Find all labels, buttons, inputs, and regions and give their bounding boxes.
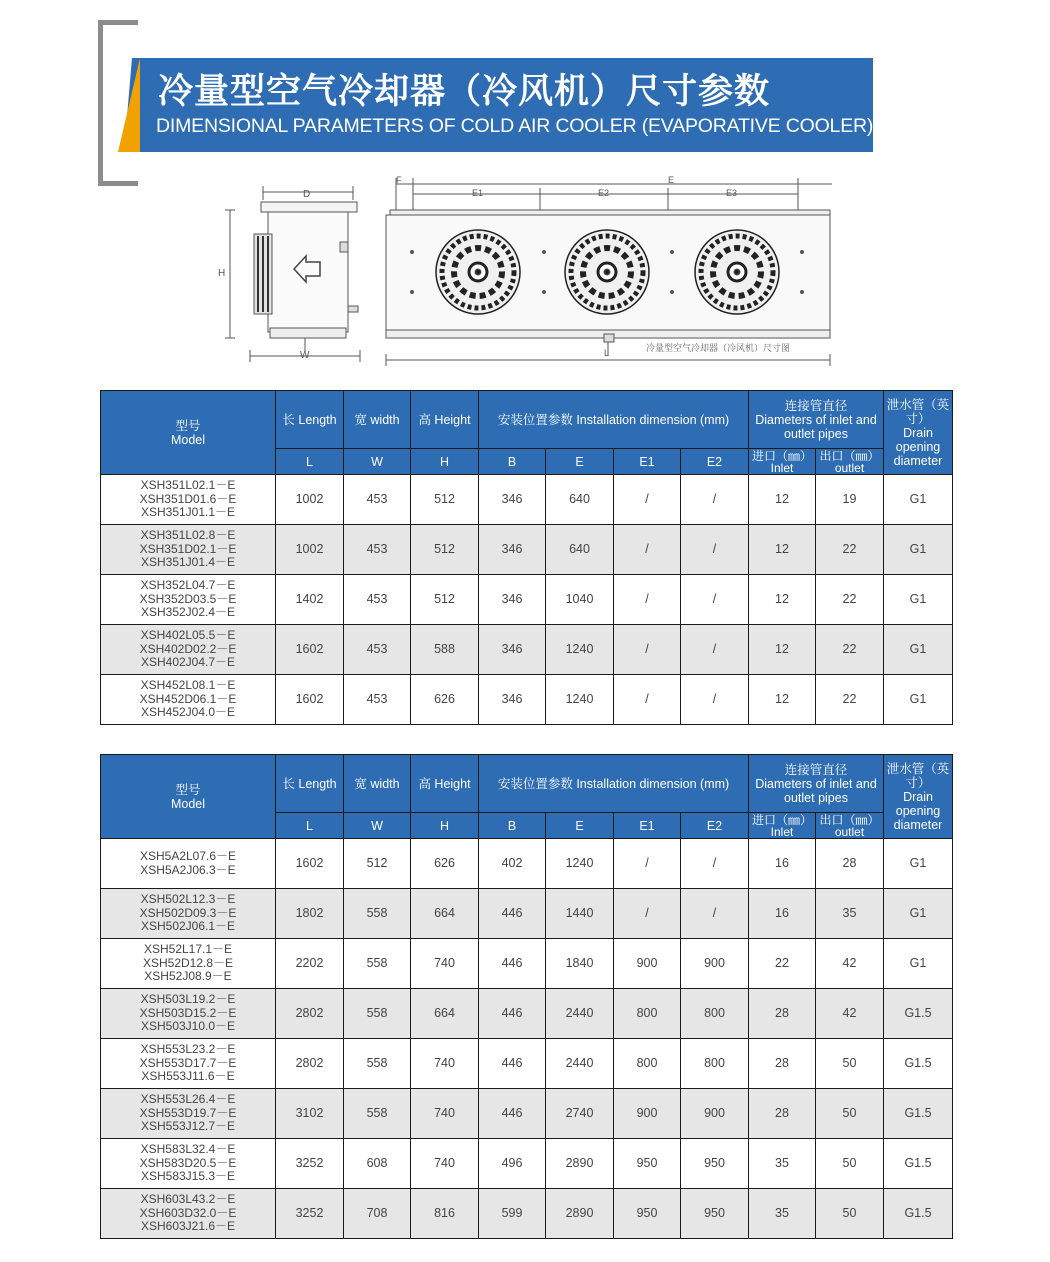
header-model: 型号 Model — [101, 755, 276, 839]
header-H: H — [411, 813, 479, 839]
cell-inlet: 12 — [749, 525, 816, 575]
header-E1: E1 — [614, 449, 681, 475]
model-name: XSH583D20.5－E — [139, 1155, 237, 1170]
fan-2 — [565, 230, 649, 314]
table-row — [101, 675, 953, 725]
model-name: XSH452L08.1－E — [140, 678, 236, 693]
cell-e1: / — [614, 475, 681, 525]
model-name: XSH502L12.3－E — [140, 892, 236, 907]
cell-e: 2890 — [546, 1189, 614, 1239]
cell-w: 558 — [344, 1039, 411, 1089]
cell-inlet: 28 — [749, 989, 816, 1039]
cell-e: 2440 — [546, 989, 614, 1039]
cell-w: 453 — [344, 525, 411, 575]
cell-e2: 900 — [681, 1089, 749, 1139]
cell-l: 2802 — [276, 1039, 344, 1089]
cell-l: 2202 — [276, 939, 344, 989]
model-name: XSH553J11.6－E — [141, 1069, 235, 1084]
fan-3 — [695, 230, 779, 314]
cell-l: 1602 — [276, 839, 344, 889]
header-E1: E1 — [614, 813, 681, 839]
cell-e2: / — [681, 839, 749, 889]
model-name: XSH452D06.1－E — [139, 691, 237, 706]
cell-w: 558 — [344, 989, 411, 1039]
header-E2: E2 — [681, 813, 749, 839]
cell-e: 1840 — [546, 939, 614, 989]
cell-drain: G1.5 — [884, 1089, 953, 1139]
header-height: 高 Height — [411, 755, 479, 813]
cell-e2: 950 — [681, 1139, 749, 1189]
table-row — [101, 1139, 953, 1189]
cell-l: 3102 — [276, 1089, 344, 1139]
cell-e: 2440 — [546, 1039, 614, 1089]
cell-inlet: 12 — [749, 625, 816, 675]
cell-h: 740 — [411, 1039, 479, 1089]
model-name: XSH553J12.7－E — [140, 1119, 236, 1134]
cell-e: 1240 — [546, 625, 614, 675]
cell-h: 588 — [411, 625, 479, 675]
header-L: L — [276, 449, 344, 475]
cell-outlet: 50 — [816, 1039, 884, 1089]
cell-drain: G1.5 — [884, 1139, 953, 1189]
model-name: XSH352D03.5－E — [139, 591, 237, 606]
header-pipes: 连接管直径 Diameters of inlet and outlet pipes — [749, 755, 884, 813]
header-model: 型号 Model — [101, 391, 276, 475]
cell-inlet: 16 — [749, 839, 816, 889]
table-row — [101, 889, 953, 939]
model-name: XSH503L19.2－E — [140, 992, 236, 1007]
front-view — [386, 175, 832, 366]
table-row — [101, 1039, 953, 1089]
cell-h: 512 — [411, 575, 479, 625]
table-row — [101, 1089, 953, 1139]
cell-e1: 900 — [614, 939, 681, 989]
cell-l: 3252 — [276, 1189, 344, 1239]
header-W: W — [344, 449, 411, 475]
cell-l: 1002 — [276, 525, 344, 575]
cell-l: 1602 — [276, 625, 344, 675]
page-title-cn: 冷量型空气冷却器（冷风机）尺寸参数 — [158, 72, 771, 112]
model-cell — [101, 939, 276, 989]
cell-l: 3252 — [276, 1139, 344, 1189]
page-title-en: DIMENSIONAL PARAMETERS OF COLD AIR COOLER (EVAPORATIVE COOLER) — [156, 115, 874, 137]
spec-table-2 — [100, 754, 953, 1239]
cell-inlet: 12 — [749, 675, 816, 725]
cell-drain: G1 — [884, 625, 953, 675]
cell-b: 346 — [479, 475, 546, 525]
cell-b: 346 — [479, 575, 546, 625]
cell-l: 1602 — [276, 675, 344, 725]
header-install: 安装位置参数 Installation dimension (mm) — [479, 391, 749, 449]
cell-outlet: 42 — [816, 939, 884, 989]
table-2-body — [101, 839, 953, 1239]
model-name: XSH352L04.7－E — [140, 578, 236, 593]
cell-inlet: 35 — [749, 1189, 816, 1239]
model-name: XSH402D02.2－E — [139, 641, 237, 656]
label-D: D — [303, 189, 311, 200]
model-cell — [101, 839, 276, 889]
cell-h: 664 — [411, 889, 479, 939]
cell-h: 512 — [411, 475, 479, 525]
cell-e: 640 — [546, 525, 614, 575]
model-name: XSH583L32.4－E — [140, 1142, 236, 1157]
cell-outlet: 22 — [816, 625, 884, 675]
cell-drain: G1.5 — [884, 989, 953, 1039]
cell-h: 740 — [411, 1089, 479, 1139]
label-E1: E1 — [472, 188, 484, 198]
cell-outlet: 50 — [816, 1089, 884, 1139]
cell-e: 1240 — [546, 675, 614, 725]
cell-b: 496 — [479, 1139, 546, 1189]
header-length: 长 Length — [276, 755, 344, 813]
cell-outlet: 19 — [816, 475, 884, 525]
header-W: W — [344, 813, 411, 839]
cell-outlet: 50 — [816, 1189, 884, 1239]
label-E2: E2 — [598, 188, 610, 198]
cell-drain: G1 — [884, 939, 953, 989]
label-E: E — [668, 175, 675, 185]
model-cell — [101, 1089, 276, 1139]
cell-l: 1402 — [276, 575, 344, 625]
cell-outlet: 22 — [816, 575, 884, 625]
cell-w: 453 — [344, 625, 411, 675]
model-name: XSH503J10.0－E — [140, 1019, 236, 1034]
table-1-body — [101, 475, 953, 725]
model-name: XSH603J21.6－E — [140, 1219, 236, 1234]
model-name: XSH603D32.0－E — [139, 1205, 237, 1220]
model-name: XSH583J15.3－E — [140, 1169, 236, 1184]
table-row — [101, 839, 953, 889]
cell-h: 626 — [411, 675, 479, 725]
model-name: XSH503D15.2－E — [139, 1005, 237, 1020]
cell-l: 1802 — [276, 889, 344, 939]
cell-e: 2890 — [546, 1139, 614, 1189]
cell-e: 1240 — [546, 839, 614, 889]
table-row — [101, 625, 953, 675]
label-W: W — [300, 350, 310, 361]
cell-inlet: 28 — [749, 1089, 816, 1139]
model-name: XSH553L26.4－E — [140, 1092, 236, 1107]
cell-outlet: 22 — [816, 675, 884, 725]
table-row — [101, 989, 953, 1039]
header-drain: 泄水管（英寸） Drain opening diameter — [884, 755, 953, 839]
header-height: 高 Height — [411, 391, 479, 449]
label-H: H — [218, 268, 226, 279]
cell-e1: / — [614, 525, 681, 575]
cell-b: 599 — [479, 1189, 546, 1239]
header-H: H — [411, 449, 479, 475]
model-cell — [101, 525, 276, 575]
cell-h: 512 — [411, 525, 479, 575]
header-install: 安装位置参数 Installation dimension (mm) — [479, 755, 749, 813]
model-name: XSH352J02.4－E — [140, 605, 236, 620]
cell-e1: / — [614, 839, 681, 889]
model-name: XSH5A2L07.6－E — [139, 849, 237, 863]
header-B: B — [479, 813, 546, 839]
model-name: XSH351L02.8－E — [140, 528, 236, 543]
cell-e1: / — [614, 575, 681, 625]
cell-h: 816 — [411, 1189, 479, 1239]
model-name: XSH502D09.3－E — [139, 905, 237, 920]
cell-drain: G1 — [884, 675, 953, 725]
cell-b: 402 — [479, 839, 546, 889]
side-view — [218, 186, 360, 362]
model-name: XSH452J04.0－E — [140, 705, 236, 720]
cell-e1: 950 — [614, 1139, 681, 1189]
cell-b: 346 — [479, 525, 546, 575]
cell-e: 640 — [546, 475, 614, 525]
model-cell — [101, 889, 276, 939]
cell-w: 453 — [344, 575, 411, 625]
cell-inlet: 35 — [749, 1139, 816, 1189]
cell-inlet: 12 — [749, 475, 816, 525]
label-E3: E3 — [726, 188, 738, 198]
cell-l: 1002 — [276, 475, 344, 525]
cell-outlet: 22 — [816, 525, 884, 575]
header-outlet: 出口（㎜） outlet — [816, 449, 884, 475]
model-cell — [101, 675, 276, 725]
cell-e2: / — [681, 575, 749, 625]
cell-b: 446 — [479, 939, 546, 989]
cell-e2: 800 — [681, 1039, 749, 1089]
table-row — [101, 525, 953, 575]
cell-w: 708 — [344, 1189, 411, 1239]
model-name: XSH402L05.5－E — [140, 628, 236, 643]
cell-l: 2802 — [276, 989, 344, 1039]
cell-w: 558 — [344, 939, 411, 989]
model-name: XSH502J06.1－E — [140, 919, 236, 934]
cell-drain: G1 — [884, 525, 953, 575]
cell-e1: / — [614, 675, 681, 725]
model-cell — [101, 475, 276, 525]
fan-1 — [436, 230, 520, 314]
cell-e1: 950 — [614, 1189, 681, 1239]
header-B: B — [479, 449, 546, 475]
cell-drain: G1 — [884, 575, 953, 625]
cell-e2: / — [681, 675, 749, 725]
cell-e1: 800 — [614, 1039, 681, 1089]
cell-e2: / — [681, 525, 749, 575]
header-L: L — [276, 813, 344, 839]
model-cell — [101, 575, 276, 625]
model-name: XSH52D12.8－E — [142, 955, 234, 970]
header-inlet: 进口（㎜） Inlet — [749, 449, 816, 475]
model-cell — [101, 1139, 276, 1189]
model-name: XSH351D01.6－E — [139, 491, 237, 506]
cell-e1: / — [614, 889, 681, 939]
cell-drain: G1 — [884, 839, 953, 889]
model-name: XSH351J01.1－E — [140, 505, 236, 520]
cell-w: 453 — [344, 675, 411, 725]
cell-inlet: 12 — [749, 575, 816, 625]
model-name: XSH402J04.7－E — [140, 655, 236, 670]
table-row — [101, 939, 953, 989]
cell-inlet: 16 — [749, 889, 816, 939]
cell-outlet: 28 — [816, 839, 884, 889]
header-width: 宽 width — [344, 755, 411, 813]
cell-b: 346 — [479, 675, 546, 725]
cell-e1: 900 — [614, 1089, 681, 1139]
label-F: F — [396, 175, 402, 185]
cell-w: 558 — [344, 889, 411, 939]
model-cell — [101, 1189, 276, 1239]
cell-e1: / — [614, 625, 681, 675]
label-L: L — [604, 348, 610, 358]
table-row — [101, 575, 953, 625]
cell-outlet: 35 — [816, 889, 884, 939]
cell-e2: / — [681, 475, 749, 525]
cell-b: 446 — [479, 889, 546, 939]
cell-b: 346 — [479, 625, 546, 675]
header-pipes: 连接管直径 Diameters of inlet and outlet pipes — [749, 391, 884, 449]
model-name: XSH5A2J06.3－E — [140, 862, 236, 877]
model-name: XSH52L17.1－E — [143, 942, 233, 957]
cell-e2: 900 — [681, 939, 749, 989]
cell-drain: G1.5 — [884, 1039, 953, 1089]
cell-w: 453 — [344, 475, 411, 525]
table-row — [101, 475, 953, 525]
cell-e2: / — [681, 889, 749, 939]
model-name: XSH351J01.4－E — [140, 555, 236, 570]
model-name: XSH351D02.1－E — [139, 541, 237, 556]
model-name: XSH52J08.9－E — [144, 969, 232, 984]
header-length: 长 Length — [276, 391, 344, 449]
spec-table-1 — [100, 390, 953, 725]
cell-e: 1440 — [546, 889, 614, 939]
model-cell — [101, 989, 276, 1039]
header-drain: 泄水管（英寸） Drain opening diameter — [884, 391, 953, 475]
table-row — [101, 1189, 953, 1239]
cell-drain: G1 — [884, 475, 953, 525]
header-E2: E2 — [681, 449, 749, 475]
model-cell — [101, 625, 276, 675]
cell-e: 2740 — [546, 1089, 614, 1139]
header-inlet: 进口（㎜） Inlet — [749, 813, 816, 839]
header-width: 宽 width — [344, 391, 411, 449]
model-name: XSH553D17.7－E — [139, 1055, 237, 1070]
model-name: XSH603L43.2－E — [140, 1192, 236, 1207]
model-name: XSH351L02.1－E — [140, 478, 236, 493]
header-E: E — [546, 813, 614, 839]
cell-drain: G1.5 — [884, 1189, 953, 1239]
cell-h: 740 — [411, 1139, 479, 1189]
cell-e1: 800 — [614, 989, 681, 1039]
cell-inlet: 28 — [749, 1039, 816, 1089]
cell-b: 446 — [479, 1039, 546, 1089]
cell-h: 626 — [411, 839, 479, 889]
cell-outlet: 42 — [816, 989, 884, 1039]
cell-e2: 950 — [681, 1189, 749, 1239]
model-cell — [101, 1039, 276, 1089]
cell-h: 664 — [411, 989, 479, 1039]
header-outlet: 出口（㎜） outlet — [816, 813, 884, 839]
cell-w: 558 — [344, 1089, 411, 1139]
cell-h: 740 — [411, 939, 479, 989]
cell-e: 1040 — [546, 575, 614, 625]
model-name: XSH553D19.7－E — [139, 1105, 237, 1120]
model-name: XSH553L23.2－E — [140, 1042, 236, 1057]
cell-drain: G1 — [884, 889, 953, 939]
drawing-caption: 冷量型空气冷却器（冷风机）尺寸图 — [646, 343, 791, 353]
cell-w: 512 — [344, 839, 411, 889]
header-E: E — [546, 449, 614, 475]
cell-e2: 800 — [681, 989, 749, 1039]
cell-b: 446 — [479, 989, 546, 1039]
cell-w: 608 — [344, 1139, 411, 1189]
cell-b: 446 — [479, 1089, 546, 1139]
cell-e2: / — [681, 625, 749, 675]
dimension-drawing — [210, 170, 850, 370]
cell-outlet: 50 — [816, 1139, 884, 1189]
cell-inlet: 22 — [749, 939, 816, 989]
